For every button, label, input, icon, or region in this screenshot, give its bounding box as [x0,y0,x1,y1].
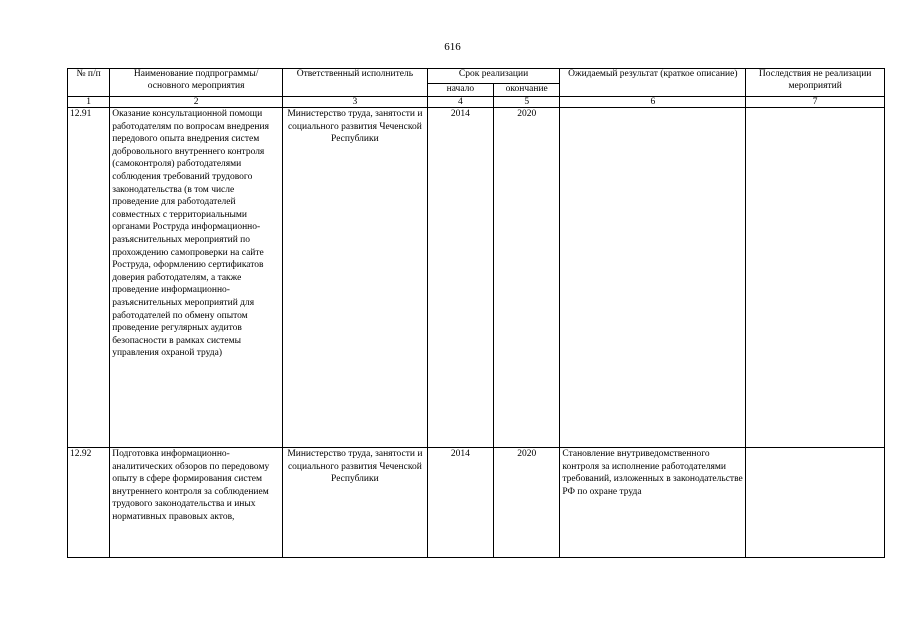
consequences [746,108,885,448]
header-period: Срок реализации [427,69,560,84]
column-number: 1 [68,97,110,108]
end-year: 2020 [494,108,560,448]
measure-name: Подготовка информационно-аналитических обзоров по передовому опыту в сфере формирования систем внутреннего контроля за соблюдением трудового законодательства и иных нормативных правовых актов, [110,448,283,558]
column-number: 2 [110,97,283,108]
row-number: 12.91 [68,108,110,448]
header-consequences: Последствия не реализации мероприятий [746,69,885,97]
header-end: окончание [494,84,560,97]
page-number: 616 [444,41,461,53]
header-result: Ожидаемый результат (краткое описание) [560,69,746,97]
expected-result [560,108,746,448]
start-year: 2014 [427,108,493,448]
column-number: 3 [283,97,428,108]
expected-result: Становление внутриведомственного контроля за исполнение работодателями требований, изложенных в законодательстве РФ по охране труда [560,448,746,558]
column-number: 5 [494,97,560,108]
header-start: начало [427,84,493,97]
row-number: 12.92 [68,448,110,558]
consequences [746,448,885,558]
header-no: № п/п [68,69,110,97]
column-number: 7 [746,97,885,108]
column-number: 6 [560,97,746,108]
executor: Министерство труда, занятости и социального развития Чеченской Республики [283,448,428,558]
column-number: 4 [427,97,493,108]
header-executor: Ответственный исполнитель [283,69,428,97]
measure-name: Оказание консультационной помощи работодателям по вопросам внедрения передового опыта внедрения систем добровольного внутреннего контроля (самоконтроля) работодателями соблюдения требований трудового законодательства (в том числе проведение для работодателей совместных с территориальными органами Роструда информационно-разъяснительных мероприятий по прохождению самопроверки на сайте Роструда, оформлению сертификатов доверия работодателям, а также проведение информационно-разъяснительных мероприятий для работодателей по обмену опытом проведение регулярных аудитов безопасности в рамках системы управления охраной труда) [110,108,283,448]
header-name: Наименование подпрограммы/ основного мероприятия [110,69,283,97]
table-row [68,448,885,558]
executor: Министерство труда, занятости и социального развития Чеченской Республики [283,108,428,448]
table-row [68,108,885,448]
end-year: 2020 [494,448,560,558]
start-year: 2014 [427,448,493,558]
measures-table [67,68,885,558]
